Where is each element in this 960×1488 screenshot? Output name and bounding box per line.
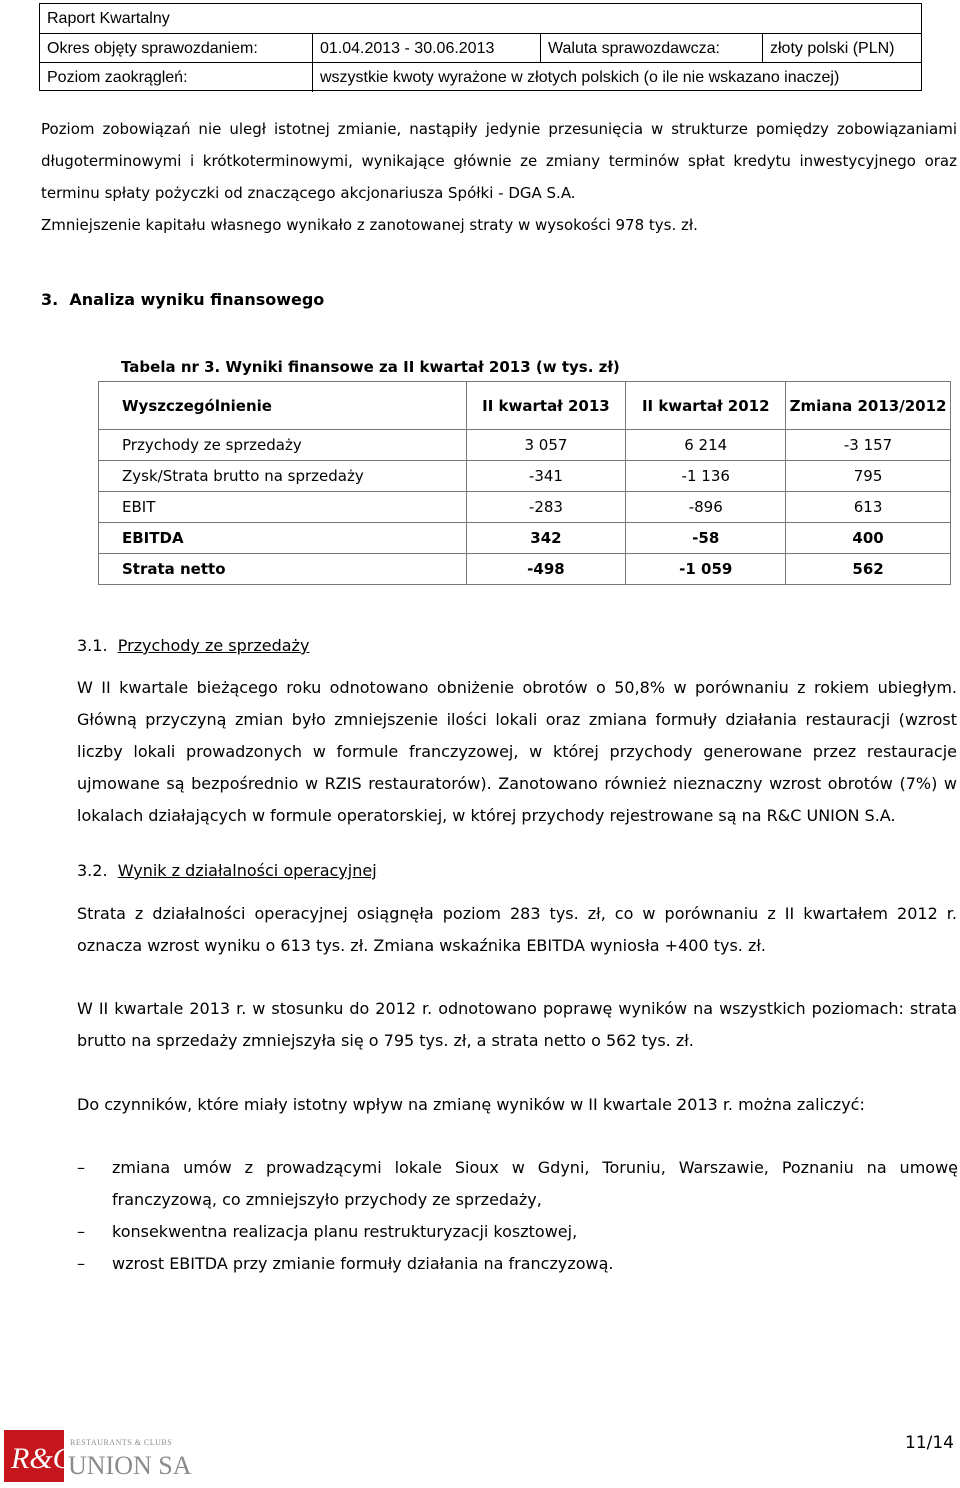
table-header-cell: Wyszczególnienie — [99, 382, 467, 430]
logo-tagline: RESTAURANTS & CLUBS — [70, 1438, 173, 1447]
table-header-cell: II kwartał 2012 — [626, 382, 786, 430]
logo-graphic — [4, 1430, 200, 1482]
page-number: 11/14 — [905, 1433, 954, 1453]
factors-intro-paragraph: Do czynników, które miały istotny wpływ na zmianę wyników w II kwartale 2013 r. można zaliczyć: — [77, 1095, 865, 1114]
section-heading — [41, 290, 324, 309]
cell-change: 400 — [786, 523, 951, 554]
operating-paragraph: Strata z działalności operacyjnej osiągnęła poziom 283 tys. zł, co w porównaniu z II kwartałem 2012 r. oznacza wzrost wyniku o 613 tys. zł. Zmiana wskaźnika EBITDA wyniosła +400 tys. zł. — [77, 904, 957, 955]
row-label: Przychody ze sprzedaży — [99, 430, 467, 461]
cell-q2-2013: -341 — [466, 461, 626, 492]
cell-q2-2013: 3 057 — [466, 430, 626, 461]
section-number: 3. — [41, 290, 59, 309]
subsection-number: 3.1. — [77, 636, 108, 655]
row-label: EBITDA — [99, 523, 467, 554]
revenue-paragraph: W II kwartale bieżącego roku odnotowano obniżenie obrotów o 50,8% w porównaniu z rokiem ubiegłym. Główną przyczyną zmian było zmniejszenie ilości lokali oraz zmiana formuły działania restauracji (wzrost liczby lokali prowadzonych w formule franczyzowej, w której przychody generowane przez restauracje ujmowane są bezpośrednio w RZIS restauratorów). Zanotowano również nieznaczny wzrost obrotów (7%) w lokalach działających w formule operatorskiej, w której przychody rejestrowane są na R&C UNION S.A. — [77, 678, 957, 825]
row-label: Strata netto — [99, 554, 467, 585]
table-row — [99, 461, 951, 492]
report-title: Raport Kwartalny — [47, 10, 170, 27]
cell-change: 613 — [786, 492, 951, 523]
rounding-label: Poziom zaokrągleń: — [47, 69, 188, 86]
subsection-title: Wynik z działalności operacyjnej — [117, 861, 377, 880]
financial-results-table — [98, 381, 951, 585]
list-item-text: wzrost EBITDA przy zmianie formuły działania na franczyzową. — [112, 1254, 614, 1273]
table-row — [99, 554, 951, 585]
currency-value: złoty polski (PLN) — [762, 34, 922, 63]
cell-change: -3 157 — [786, 430, 951, 461]
cell-change: 795 — [786, 461, 951, 492]
period-label: Okres objęty sprawozdaniem: — [47, 40, 258, 57]
company-logo — [4, 1430, 200, 1482]
cell-q2-2012: 6 214 — [626, 430, 786, 461]
table-header-cell: II kwartał 2013 — [466, 382, 626, 430]
cell-q2-2013: -283 — [466, 492, 626, 523]
report-header — [39, 3, 922, 91]
table-row — [99, 523, 951, 554]
table-row — [99, 430, 951, 461]
results-improvement-paragraph: W II kwartale 2013 r. w stosunku do 2012 r. odnotowano poprawę wyników na wszystkich poziomach: strata brutto na sprzedaży zmniejszyła się o 795 tys. zł, a strata netto o 562 tys. zł. — [77, 999, 957, 1050]
table-row — [99, 492, 951, 523]
logo-monogram: R&C — [11, 1442, 73, 1475]
subsection-heading-operating — [77, 861, 377, 880]
intro-paragraph-equity: Zmniejszenie kapitału własnego wynikało z zanotowanej straty w wysokości 978 tys. zł. — [41, 216, 698, 234]
logo-text: UNION SA — [68, 1451, 192, 1480]
table-header-cell: Zmiana 2013/2012 — [786, 382, 951, 430]
table-caption: Tabela nr 3. Wyniki finansowe za II kwartał 2013 (w tys. zł) — [121, 358, 620, 376]
cell-q2-2012: -896 — [626, 492, 786, 523]
period-value: 01.04.2013 - 30.06.2013 — [312, 34, 540, 63]
cell-change: 562 — [786, 554, 951, 585]
row-label: Zysk/Strata brutto na sprzedaży — [99, 461, 467, 492]
subsection-title: Przychody ze sprzedaży — [117, 636, 310, 655]
row-label: EBIT — [99, 492, 467, 523]
currency-label: Waluta sprawozdawcza: — [540, 34, 762, 63]
cell-q2-2013: -498 — [466, 554, 626, 585]
cell-q2-2013: 342 — [466, 523, 626, 554]
rounding-value: wszystkie kwoty wyrażone w złotych polskich (o ile nie wskazano inaczej) — [312, 63, 922, 92]
table-header-row — [99, 382, 951, 430]
subsection-number: 3.2. — [77, 861, 108, 880]
subsection-heading-revenue — [77, 636, 309, 655]
list-item-text: konsekwentna realizacja planu restrukturyzacji kosztowej, — [112, 1222, 578, 1241]
intro-paragraph-liabilities: Poziom zobowiązań nie uległ istotnej zmianie, nastąpiły jedynie przesunięcia w strukturze pomiędzy zobowiązaniami długoterminowymi i krótkoterminowymi, wynikające głównie ze zmiany terminów spłat kredytu inwestycyjnego oraz terminu spłaty pożyczki od znaczącego akcjonariusza Spółki - DGA S.A. — [41, 120, 957, 202]
list-item-text: zmiana umów z prowadzącymi lokale Sioux w Gdyni, Toruniu, Warszawie, Poznaniu na umowę franczyzową, co zmniejszyło przychody ze sprzedaży, — [112, 1158, 958, 1209]
cell-q2-2012: -1 136 — [626, 461, 786, 492]
cell-q2-2012: -58 — [626, 523, 786, 554]
cell-q2-2012: -1 059 — [626, 554, 786, 585]
section-title: Analiza wyniku finansowego — [69, 290, 325, 309]
